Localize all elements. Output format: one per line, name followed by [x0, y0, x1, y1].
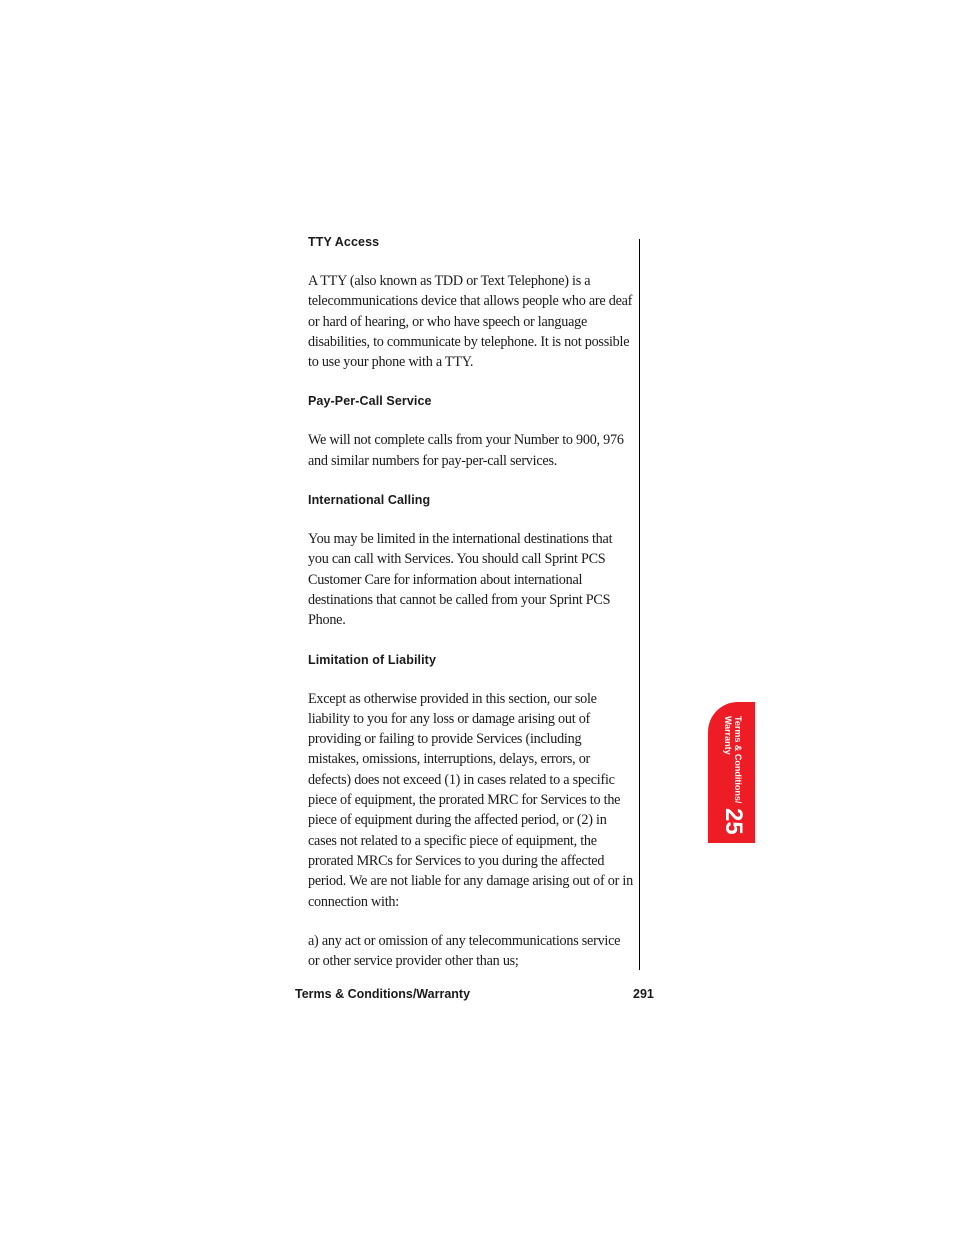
section-paragraph: You may be limited in the international destinations that you can call with Services. You should call Sprint PCS Customer Care for information about international destinations that cannot be called from your Sprint PCS Phone. [308, 531, 613, 629]
section-tty-access [308, 232, 634, 372]
section-paragraph: Except as otherwise provided in this section, our sole liability to you for any loss or damage arising out of providing or failing to provide Services (including mistakes, omissions, interruptions, delays, errors, or defects) does not exceed (1) in cases related to a specific piece of equipment, the prorated MRC for Services to the piece of equipment during the affected period, or (2) in cases not related to a specific piece of equipment, the prorated MRCs for Services to you during the affected period. We are not liable for any damage arising out of or in connection with: [308, 690, 633, 910]
margin-rule [639, 239, 640, 970]
chapter-tab-number: 25 [720, 808, 747, 835]
footer-title: Terms & Conditions/Warranty [295, 987, 471, 1001]
section-limitation-of-liability [308, 650, 634, 972]
section-paragraph: We will not complete calls from your Number to 900, 976 and similar numbers for pay-per-call services. [308, 432, 624, 469]
section-international-calling [308, 490, 634, 630]
section-heading: Pay-Per-Call Service [308, 394, 432, 409]
section-pay-per-call [308, 391, 634, 471]
section-paragraph: A TTY (also known as TDD or Text Telephone) is a telecommunications device that allows people who are deaf or hard of hearing, or who have speech or language disabilities, to communicate by telephone. It is not possible to use your phone with a TTY. [308, 273, 633, 371]
section-heading: Limitation of Liability [308, 652, 436, 667]
section-heading: International Calling [308, 493, 431, 508]
chapter-tab [708, 702, 755, 843]
section-paragraph: a) any act or omission of any telecommunications service or other service provider other than us; [308, 932, 621, 970]
page-number: 291 [633, 987, 654, 1001]
section-heading: TTY Access [308, 235, 380, 249]
page-content [308, 232, 634, 990]
chapter-tab-label: Terms & Conditions/ Warranty [723, 716, 743, 804]
